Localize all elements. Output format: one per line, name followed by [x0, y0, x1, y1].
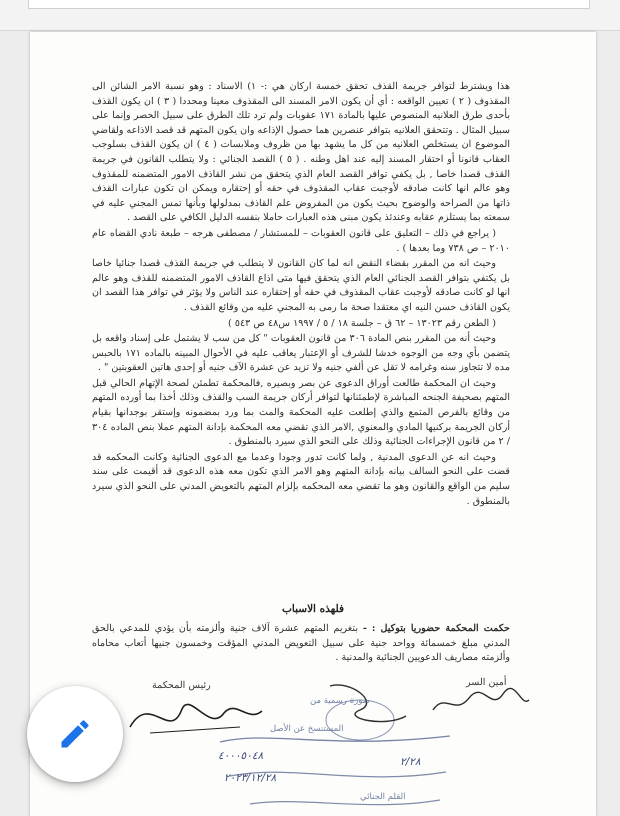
- document-page: [30, 32, 596, 816]
- stamp-line-2: المستنسخ عن الأصل: [270, 724, 344, 734]
- document-body: [92, 80, 510, 510]
- paragraph-appeal-number: ( الطعن رقم ١٣٠٢٣ – ٦٢ ق – جلسة ١٨ / ٥ / ١٩٩٧ س٤٨ ص ٥٤٣ ): [228, 317, 496, 329]
- paragraph-elements: هذا ويشترط لتوافر جريمة القذف تحقق خمسة اركان هي :- ١) الاسناد : وهو نسبة الامر الشائن الى المقذوف ( ٢ ) تعيين الواقعه : أي أن يكون الامر المسند الى المقذوف معينا ومحددا ( ٣ ) ان يكون القذف بأحدى طرق العلانيه المنصوص عليها بالمادة ١٧١ عقوبات ولم ترد تلك الطرق على سبيل الحصر وإنما على سبيل المثال . وتتحقق العلانيه بتوافر عنصرين هما حصول الإذاعه وان يكون المتهم قد قصد الاذاعه ولقاضي الموضوع ان يستخلص العلانيه من كل ما يشهد بها من ظروف وملابسات ( ٤ ) ان يكون القذف بسلوجب العقاب قانونا أو احتقار المسند إليه عند اهل وطنه . ( ٥ ) القصد الجنائي : ولا يتطلب القانون في جريمة القذف قصدا خاصا , بل يكفي توافر القصد العام الذي يتحقق من نشر القاذف الامور المتضمنه للمقذوف وهو عالم انها كانت صادقه لأوجبت عقاب المقذوف في حقه أو إحتقاره ويمكن ان تكون عبارات القذف ذاتها من الصراحه والوضوح بحيث يكون من المفروض علم القاذف بمدلولها وبأنها تمس المجني عليه في سمعته بما يستلزم عقابه وعندئذ يكون مبنى هذه العبارات حاملا بنفسه الدليل الكافي على القصد .: [92, 81, 511, 224]
- edit-button[interactable]: [27, 686, 123, 782]
- paragraph-article-306: وحيث أنه من المقرر بنص المادة ٣٠٦ من قانون العقوبات " كل من سب لا يشتمل على إسناد واقعه بل يتضمن بأي وجه من الوجوه خدشا للشرف أو الإعتبار يعاقب عليه في الأحوال المبينه بالماده ١٧١ بالحبس مده لا تتجاوز سنه وغرامه لا تقل عن ألفي جنيه ولا تزيد عن عشرة الآف جنيه أو إحدى هاتين العقوبتين " .: [92, 333, 510, 374]
- previous-page-edge: [28, 0, 590, 9]
- stamp-line-1: صورة رسمية من: [310, 696, 370, 706]
- paragraph-reference: ( يراجع في ذلك – التعليق على قانون العقوبات – للمستشار / مصطفى هرجه – طبعة نادي القضاه عام ٢٠١٠ – ص ٧٣٨ وما بعدها ) .: [92, 227, 510, 254]
- verdict: [92, 622, 510, 666]
- stamp-line-3: القلم الجنائي: [360, 792, 406, 802]
- reasons-heading: فلهذه الاسباب: [282, 603, 344, 615]
- paragraph-court-review: وحيث ان المحكمة طالعت أوراق الدعوى عن بصر وبصيره ,فالمحكمة تطمئن لصحة الإتهام الحالي قبل المتهم بصحيفة الجنحه المباشرة لإطمئنانها لتوافر أركان جريمة السب والقذف وذلك أخذا بما أورده المتهم من وقائع بالفرص المتمع والذي إطلعت عليه المحكمة والمت بما ورد بمضمونه وإستقر بوجدانها بقيام أركان الجريمة بركنيها المادي والمعنوي ,الامر الذي تقضي معه المحكمة بإدانة المتهم عملا بنص الماده ٣٠٤ / ٢ من قانون الإجراءات الجنائية وذلك على النحو الذي سيرد بالمنطوق .: [92, 377, 510, 448]
- viewer-top-bar: [0, 0, 620, 31]
- secretary-label: أمين السر: [466, 677, 507, 688]
- court-stamp: [210, 680, 460, 816]
- paragraph-civil-claim: وحيث انه عن الدعوى المدنية , ولما كانت تدور وجودا وعدما مع الدعوى الجنائية وكانت المحكمه قد قضت على النحو السالف بيانه بإدانة المتهم وهو الامر الذي تكون معه هذه الدعوى قد أقيمت على سند سليم من الواقع والقانون وهو ما تقضي معه المحكمه بإلزام المتهم بالتعويض المدني على النحو الذي سيرد بالمنطوق .: [92, 451, 510, 507]
- stamp-number: ٤٠٠٠٥٠٤٨: [218, 750, 264, 762]
- president-label: رئيس المحكمة: [152, 680, 211, 691]
- verdict-text: بتغريم المتهم عشرة آلاف جنية وألزمته بأن يؤدي للمدعي بالحق المدني مبلغ خمسمائة وواحد جنية على سبيل التعويض المدني المؤقت وخمسون جنيها أتعاب محاماه وألزمته مصاريف الدعويين الجنائية والمدنية .: [92, 623, 510, 664]
- verdict-lead: حكمت المحكمة حضوريا بتوكيل : -: [362, 623, 510, 634]
- stamp-date: ٢٠٢٣/١٢/٢٨: [224, 772, 277, 784]
- paragraph-cassation: وحيث انه من المقرر بقضاء النقض انه لما كان القانون لا يتطلب في جريمة القذف قصدا جنائيا خاصا بل يكتفي بتوافر القصد الجنائي العام الذي يتحقق فيها متى اذاع القاذف الامور المتضمنه للقذف وهو عالم انها لو كانت صادقه لأوجبت عقاب المقذوف في حقه أو إحتقاره عند الناس ولا يؤثر في توافر هذا القصد ان يكون القاذف حسن النيه اي معتقدا صحة ما رمى به المجني عليه من وقائع القذف .: [92, 258, 510, 313]
- pencil-icon: [57, 716, 93, 752]
- stamp-date-short: ٢/٢٨: [400, 756, 421, 768]
